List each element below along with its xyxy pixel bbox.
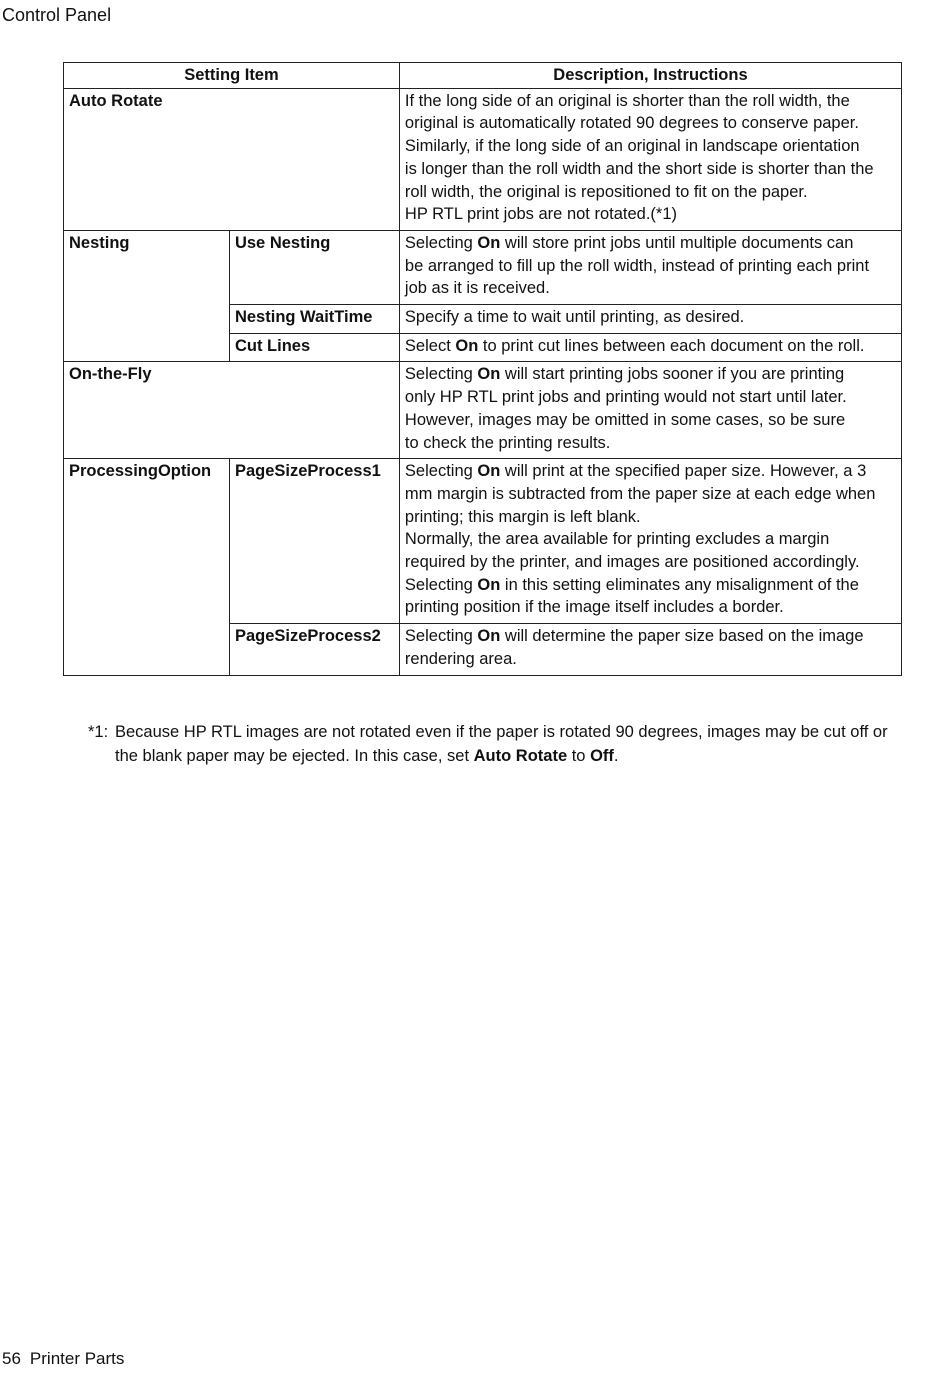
setting-use-nesting: Use Nesting [229,230,399,304]
description-line: original is automatically rotated 90 degrees to conserve paper. [404,114,859,133]
setting-pagesizeprocess1: PageSizeProcess1 [229,459,399,624]
table-header-row [64,63,902,89]
table-row [64,88,902,230]
description-line: be arranged to fill up the roll width, instead of printing each print [404,256,870,275]
page-footer [2,1349,124,1369]
description-line: However, images may be omitted in some cases, so be sure [404,410,846,429]
description-line: Selecting On in this setting eliminates any misalignment of the [404,575,859,594]
description-line: Selecting On will print at the specified paper size. However, a 3 [404,462,867,481]
setting-on-the-fly: On-the-Fly [64,362,400,459]
description-line: mm margin is subtracted from the paper size at each edge when [404,484,876,503]
footnote-text: Because HP RTL images are not rotated even if the paper is rotated 90 degrees, images may be cut off or the blank paper may be ejected. In this case, set Auto Rotate to Off. [115,723,888,765]
setting-pagesizeprocess2: PageSizeProcess2 [229,624,399,675]
description-line: Selecting On will start printing jobs sooner if you are printing [404,365,845,384]
table-row [64,230,902,304]
setting-processing-option: ProcessingOption [64,459,230,675]
description-line: Normally, the area available for printing excludes a margin [404,530,830,549]
description-line: printing; this margin is left blank. [404,507,641,526]
setting-item-header: Setting Item [64,63,400,89]
table-row [64,459,902,624]
page-number: 56 [2,1349,21,1368]
description-line: only HP RTL print jobs and printing would not start until later. [404,388,847,407]
description-nesting-waittime: Specify a time to wait until printing, as desired. [399,305,901,334]
description-pagesizeprocess2 [399,624,901,675]
setting-cut-lines: Cut Lines [229,333,399,362]
description-on-the-fly [399,362,901,459]
description-line: is longer than the roll width and the short side is shorter than the [404,159,874,178]
setting-nesting: Nesting [64,230,230,362]
footer-section: Printer Parts [29,1349,125,1368]
setting-nesting-waittime: Nesting WaitTime [229,305,399,334]
running-header: Control Panel [2,5,112,25]
table-row [64,362,902,459]
description-line: printing position if the image itself includes a border. [404,598,784,617]
description-line: Selecting On will determine the paper size based on the image [404,627,864,646]
description-cut-lines: Select On to print cut lines between each document on the roll. [399,333,901,362]
description-line: required by the printer, and images are positioned accordingly. [404,553,860,572]
description-line: HP RTL print jobs are not rotated.(*1) [404,205,678,224]
description-line: roll width, the original is repositioned to fit on the paper. [404,182,808,201]
description-line: job as it is received. [404,279,550,298]
settings-table [63,62,902,676]
description-header: Description, Instructions [399,63,901,89]
description-line: to check the printing results. [404,433,611,452]
description-line: Similarly, if the long side of an original in landscape orientation [404,137,860,156]
description-line: rendering area. [404,649,517,668]
description-auto-rotate [399,88,901,230]
footnote [88,720,904,768]
setting-auto-rotate: Auto Rotate [64,88,400,230]
description-line: Selecting On will store print jobs until multiple documents can [404,233,854,252]
description-line: If the long side of an original is shorter than the roll width, the [404,91,850,110]
description-use-nesting [399,230,901,304]
footnote-mark: *1: [88,723,109,741]
description-pagesizeprocess1 [399,459,901,624]
